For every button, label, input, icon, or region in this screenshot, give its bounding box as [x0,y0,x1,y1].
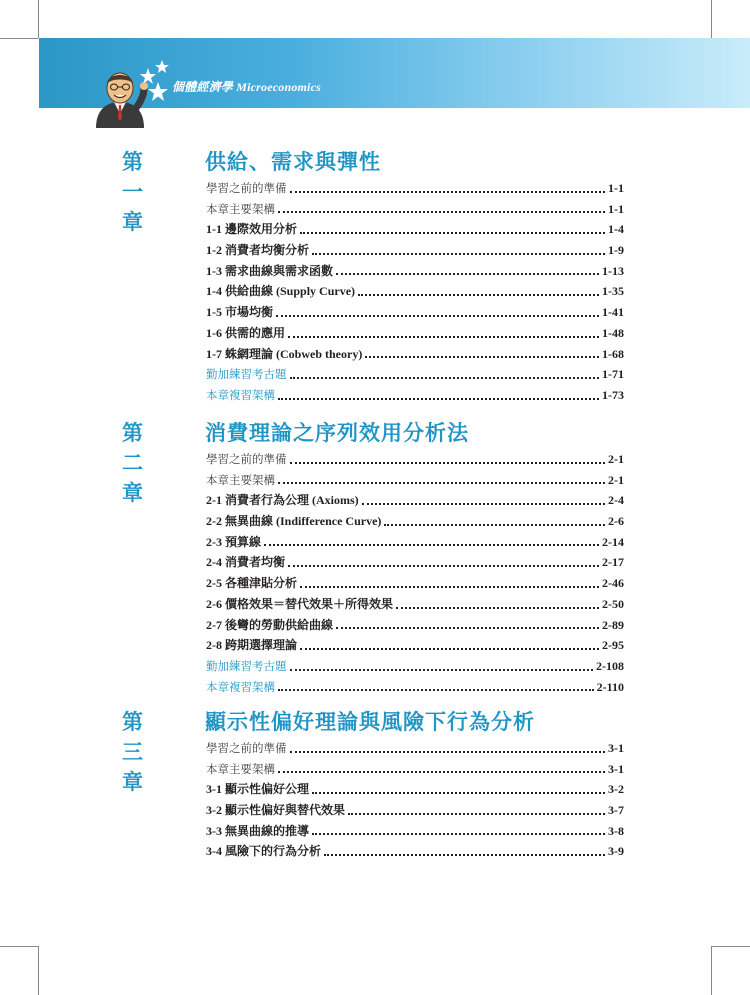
toc-entry[interactable] [206,302,624,323]
toc-leader-dots [362,502,605,505]
toc-entry-label: 本章複習架構 [206,387,275,402]
toc-entry[interactable] [206,800,624,821]
toc-entry[interactable] [206,385,624,406]
toc-entry-page: 2-17 [602,555,624,570]
toc-leader-dots [312,832,605,835]
toc-entry[interactable] [206,635,624,656]
toc-leader-dots [336,272,599,275]
crop-mark [38,946,39,995]
toc-leader-dots [264,543,599,546]
toc-leader-dots [384,523,605,526]
toc-entry-label: 3-1 顯示性偏好公理 [206,782,309,797]
toc-entry[interactable] [206,323,624,344]
toc-entry-label: 本章主要架構 [206,472,275,487]
toc-entry[interactable] [206,677,624,698]
toc-leader-dots [324,853,605,856]
toc-entry-label: 本章複習架構 [206,679,275,694]
toc-entry-page: 1-48 [602,325,624,340]
toc-entry[interactable] [206,219,624,240]
toc-entry[interactable] [206,656,624,677]
toc-entry-page: 1-71 [602,367,624,382]
toc-entry-label: 1-7 蛛網理論 (Cobweb theory) [206,346,363,361]
toc-entry[interactable] [206,449,624,470]
header-title: 個體經濟學 Microeconomics [172,80,321,94]
toc-entry-page: 2-46 [602,576,624,591]
toc-entry-label: 學習之前的準備 [206,452,287,466]
toc-entry[interactable] [206,364,624,385]
toc-list [206,178,624,406]
toc-leader-dots [290,461,606,464]
toc-entry-label: 2-8 跨期選擇理論 [206,638,297,653]
toc-entry-page: 1-4 [608,222,624,237]
toc-entry[interactable] [206,573,624,594]
toc-entry[interactable] [206,821,624,842]
toc-entry[interactable] [206,532,624,553]
toc-entry-page: 1-41 [602,305,624,320]
toc-leader-dots [290,750,606,753]
toc-entry-page: 3-9 [608,844,624,859]
toc-entry-label: 1-1 邊際效用分析 [206,222,297,237]
toc-entry-label: 勤加練習考古題 [206,367,287,382]
toc-entry-label: 2-4 消費者均衡 [206,555,285,570]
chapter-number: 第三章 [122,710,144,794]
toc-entry[interactable] [206,759,624,780]
toc-entry-label: 2-6 價格效果＝替代效果＋所得效果 [206,596,393,611]
toc-entry-page: 1-9 [608,243,624,258]
toc-leader-dots [396,606,599,609]
toc-entry-label: 3-3 無異曲線的推導 [206,823,309,838]
toc-leader-dots [278,770,605,773]
toc-entry-page: 1-1 [608,181,624,195]
toc-leader-dots [276,314,599,317]
crop-mark [711,946,712,995]
toc-entry[interactable] [206,511,624,532]
toc-entry-page: 1-35 [602,284,624,299]
toc-leader-dots [300,647,599,650]
toc-entry-page: 2-1 [608,472,624,487]
toc-leader-dots [312,791,605,794]
toc-list [206,449,624,697]
toc-leader-dots [290,668,594,671]
chapter-number: 第一章 [122,150,144,234]
toc-entry-page: 2-89 [602,617,624,632]
toc-entry-label: 本章主要架構 [206,201,275,216]
toc-entry[interactable] [206,841,624,862]
toc-leader-dots [348,812,605,815]
toc-leader-dots [278,210,605,213]
toc-entry-page: 2-14 [602,534,624,549]
toc-leader-dots [312,252,605,255]
toc-entry-label: 2-2 無異曲線 (Indifference Curve) [206,514,382,529]
toc-leader-dots [300,585,599,588]
toc-leader-dots [300,231,605,234]
toc-entry[interactable] [206,615,624,636]
toc-entry[interactable] [206,261,624,282]
toc-leader-dots [288,564,599,567]
crop-mark [38,0,39,38]
mascot-icon [86,58,176,128]
toc-entry[interactable] [206,470,624,491]
toc-entry-label: 學習之前的準備 [206,181,287,195]
toc-entry-label: 2-7 後彎的勞動供給曲線 [206,617,333,632]
toc-entry-label: 本章主要架構 [206,761,275,776]
toc-entry-page: 2-4 [608,493,624,508]
toc-leader-dots [278,688,594,691]
toc-entry-page: 2-50 [602,596,624,611]
toc-entry-label: 1-2 消費者均衡分析 [206,243,309,258]
toc-entry-page: 3-1 [608,741,624,755]
toc-entry-label: 3-4 風險下的行為分析 [206,844,321,859]
crop-mark [711,0,712,38]
toc-entry-page: 3-2 [608,782,624,797]
crop-mark [711,946,750,947]
toc-entry[interactable] [206,779,624,800]
toc-entry[interactable] [206,344,624,365]
toc-list [206,738,624,862]
toc-entry[interactable] [206,281,624,302]
toc-entry-page: 1-68 [602,346,624,361]
crop-mark [0,946,38,947]
toc-entry-page: 1-1 [608,201,624,216]
toc-entry-page: 2-1 [608,452,624,466]
toc-entry-label: 學習之前的準備 [206,741,287,755]
toc-entry-page: 2-95 [602,638,624,653]
toc-entry-page: 2-108 [596,658,624,673]
toc-entry-label: 1-5 市場均衡 [206,305,273,320]
toc-entry-label: 2-5 各種津貼分析 [206,576,297,591]
toc-leader-dots [290,190,606,193]
toc-leader-dots [358,293,599,296]
toc-entry[interactable] [206,199,624,220]
toc-leader-dots [288,335,599,338]
chapter-title: 消費理論之序列效用分析法 [205,421,469,445]
toc-entry-label: 勤加練習考古題 [206,658,287,673]
toc-entry[interactable] [206,738,624,759]
chapter-title: 顯示性偏好理論與風險下行為分析 [205,710,535,734]
toc-entry-label: 1-3 需求曲線與需求函數 [206,263,333,278]
crop-mark [0,38,38,39]
toc-leader-dots [336,626,599,629]
toc-entry-page: 1-13 [602,263,624,278]
toc-entry-page: 3-1 [608,761,624,776]
toc-leader-dots [278,397,599,400]
toc-entry-page: 3-8 [608,823,624,838]
toc-entry-page: 3-7 [608,803,624,818]
toc-entry[interactable] [206,240,624,261]
toc-entry-page: 2-110 [596,679,624,694]
toc-leader-dots [365,355,599,358]
chapter-number: 第二章 [122,421,144,505]
toc-entry-label: 3-2 顯示性偏好與替代效果 [206,803,345,818]
toc-entry[interactable] [206,178,624,199]
toc-entry-label: 1-4 供給曲線 (Supply Curve) [206,284,356,299]
toc-entry-page: 2-6 [608,514,624,529]
toc-entry[interactable] [206,490,624,511]
toc-leader-dots [290,376,600,379]
toc-entry-label: 2-3 預算線 [206,534,261,549]
toc-entry-label: 2-1 消費者行為公理 (Axioms) [206,493,359,508]
toc-leader-dots [278,481,605,484]
toc-entry-page: 1-73 [602,387,624,402]
chapter-title: 供給、需求與彈性 [205,150,381,174]
toc-entry[interactable] [206,594,624,615]
toc-entry[interactable] [206,552,624,573]
toc-entry-label: 1-6 供需的應用 [206,325,285,340]
